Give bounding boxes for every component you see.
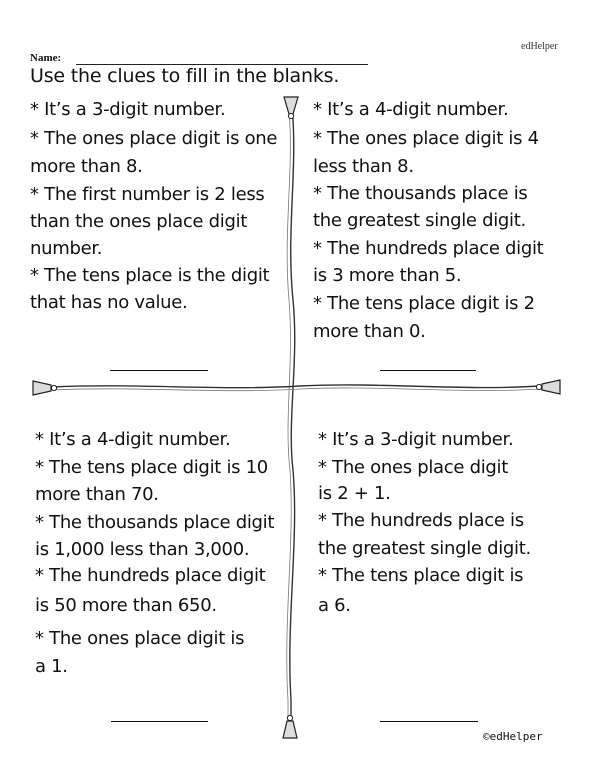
name-label: Name:	[30, 52, 62, 64]
clue-line: * The ones place digit is 4	[313, 128, 539, 149]
copyright: ©edHelper	[483, 730, 543, 743]
clue-line: * It’s a 3-digit number.	[30, 99, 226, 120]
clue-line: the greatest single digit.	[318, 538, 531, 559]
left-cap-icon	[33, 381, 57, 395]
clue-line: * The thousands place digit	[35, 512, 275, 533]
answer-blank[interactable]	[380, 721, 478, 722]
bottom-cap-icon	[283, 715, 297, 738]
clue-line: * The hundreds place is	[318, 510, 524, 531]
clue-line: * The ones place digit is one	[30, 128, 278, 149]
clue-line: than the ones place digit	[30, 211, 248, 232]
brand-label: edHelper	[521, 41, 558, 52]
clue-line: * It’s a 4-digit number.	[313, 99, 509, 120]
clue-line: * The ones place digit	[318, 457, 508, 478]
clue-line: * It’s a 3-digit number.	[318, 429, 514, 450]
clue-line: a 6.	[318, 595, 351, 616]
clue-line: the greatest single digit.	[313, 210, 526, 231]
clue-line: number.	[30, 238, 103, 259]
clue-line: is 1,000 less than 3,000.	[35, 539, 250, 560]
instructions: Use the clues to fill in the blanks.	[30, 65, 340, 87]
clue-line: is 2 + 1.	[318, 483, 391, 504]
clue-line: * The thousands place is	[313, 183, 528, 204]
clue-line: * The first number is 2 less	[30, 184, 265, 205]
top-cap-icon	[284, 97, 298, 119]
clue-line: less than 8.	[313, 156, 414, 177]
clue-line: more than 8.	[30, 156, 143, 177]
clue-line: * The hundreds place digit	[313, 238, 544, 259]
clue-line: * It’s a 4-digit number.	[35, 429, 231, 450]
clue-line: * The hundreds place digit	[35, 565, 266, 586]
right-cap-icon	[536, 380, 560, 394]
clue-line: is 50 more than 650.	[35, 595, 217, 616]
clue-line: * The tens place is the digit	[30, 265, 270, 286]
clue-line: more than 0.	[313, 321, 426, 342]
answer-blank[interactable]	[110, 370, 208, 371]
clue-line: that has no value.	[30, 292, 188, 313]
clue-line: more than 70.	[35, 484, 159, 505]
answer-blank[interactable]	[111, 721, 208, 722]
clue-line: * The tens place digit is 10	[35, 457, 268, 478]
answer-blank[interactable]	[380, 370, 476, 371]
clue-line: * The tens place digit is 2	[313, 293, 535, 314]
clue-line: a 1.	[35, 656, 68, 677]
clue-line: * The tens place digit is	[318, 565, 524, 586]
clue-line: * The ones place digit is	[35, 628, 245, 649]
clue-line: is 3 more than 5.	[313, 265, 462, 286]
